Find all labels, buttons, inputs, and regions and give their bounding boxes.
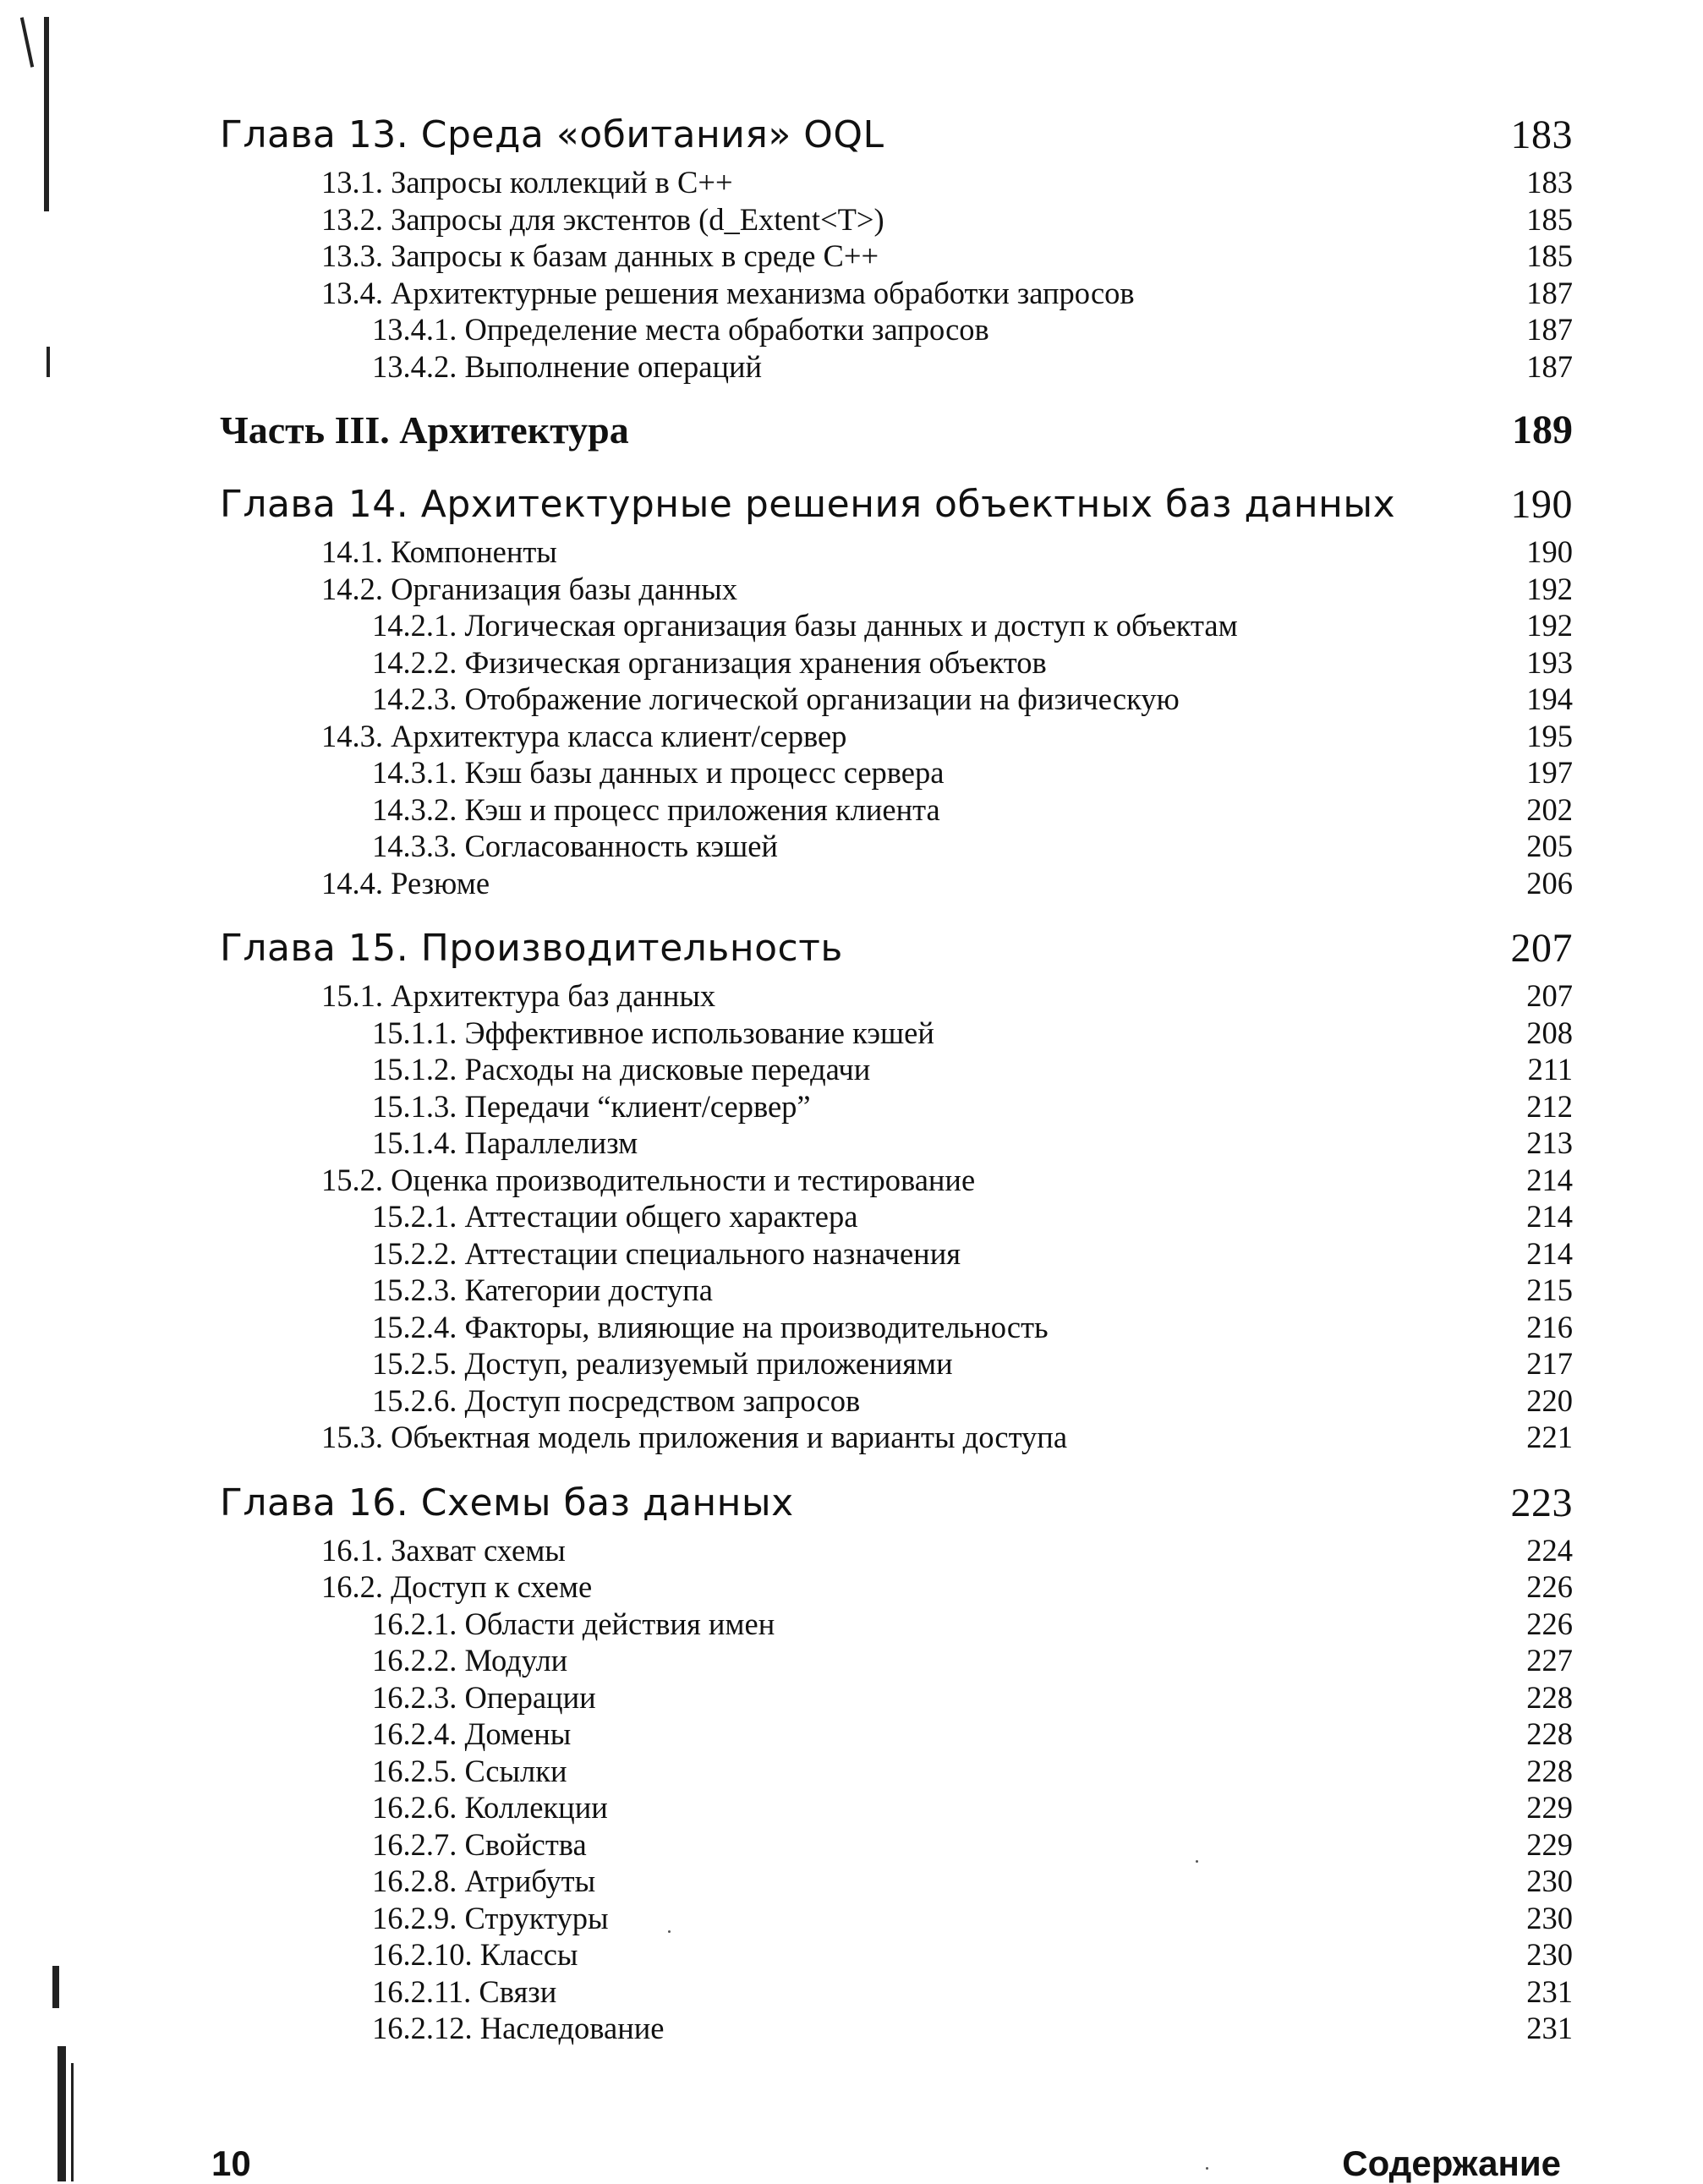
toc-entry-page: 192 xyxy=(1526,608,1573,643)
scan-edge-mark xyxy=(47,347,50,377)
toc-entry-page: 208 xyxy=(1526,1015,1573,1050)
toc-entry-page: 183 xyxy=(1526,165,1573,200)
toc-entry-page: 231 xyxy=(1526,1973,1573,2009)
toc-entry-l2 xyxy=(220,1088,1573,1125)
toc-entry-l2 xyxy=(220,1272,1573,1309)
toc-entry-title: 16.2.9. Структуры xyxy=(372,1900,609,1935)
toc-entry-title: 14.3. Архитектура класса клиент/сервер xyxy=(321,718,847,753)
toc-entry-title: 16.2.3. Операции xyxy=(372,1679,596,1715)
toc-entry-l2 xyxy=(220,1789,1573,1826)
toc-entry-title: 16.2.10. Классы xyxy=(372,1937,578,1972)
toc-entry-title: 14.2.3. Отображение логической организации на физическую xyxy=(372,681,1180,716)
toc-entry-l2 xyxy=(220,1863,1573,1900)
toc-entry-l2 xyxy=(220,311,1573,348)
toc-entry-title: 16.2. Доступ к схеме xyxy=(321,1569,593,1604)
toc-entry-l2 xyxy=(220,791,1573,829)
toc-entry-page: 229 xyxy=(1526,1826,1573,1862)
toc-entry-title: 15.1.2. Расходы на дисковые передачи xyxy=(372,1052,871,1087)
toc-entry-page: 213 xyxy=(1526,1125,1573,1160)
page-number: 10 xyxy=(211,2143,251,2183)
toc-entry-title: 15.2.1. Аттестации общего характера xyxy=(372,1199,858,1234)
toc-entry-page: 220 xyxy=(1526,1382,1573,1418)
toc-entry-l2 xyxy=(220,1235,1573,1273)
toc-entry-title: Глава 15. Производительность xyxy=(220,927,843,970)
toc-entry-title: 14.1. Компоненты xyxy=(321,534,557,569)
toc-entry-title: Глава 13. Среда «обитания» OQL xyxy=(220,113,884,156)
toc-entry-title: 15.2.5. Доступ, реализуемый приложениями xyxy=(372,1346,953,1381)
toc-entry-chapter xyxy=(220,923,1573,974)
toc-entry-page: 190 xyxy=(1526,534,1573,569)
toc-entry-title: 14.2. Организация базы данных xyxy=(321,571,738,606)
toc-entry-page: 183 xyxy=(1510,112,1573,157)
toc-entry-l1 xyxy=(220,201,1573,238)
toc-entry-l2 xyxy=(220,1125,1573,1162)
toc-entry-page: 214 xyxy=(1526,1199,1573,1234)
scan-dust xyxy=(1206,2167,1208,2170)
toc-entry-title: 15.2.3. Категории доступа xyxy=(372,1273,713,1307)
toc-entry-title: Глава 14. Архитектурные решения объектных баз данных xyxy=(220,483,1396,526)
toc-entry-title: 16.2.7. Свойства xyxy=(372,1826,587,1862)
toc-entry-title: 13.1. Запросы коллекций в С++ xyxy=(321,165,733,200)
toc-entry-l2 xyxy=(220,607,1573,644)
toc-entry-title: 15.2.4. Факторы, влияющие на производительность xyxy=(372,1309,1049,1344)
toc-entry-title: 14.3.2. Кэш и процесс приложения клиента xyxy=(372,791,940,827)
toc-entry-title: 14.4. Резюме xyxy=(321,865,490,900)
toc-entry-page: 212 xyxy=(1526,1088,1573,1124)
toc-entry-page: 195 xyxy=(1526,718,1573,753)
table-of-contents xyxy=(220,110,1573,2047)
toc-entry-chapter xyxy=(220,1478,1573,1529)
toc-entry-page: 197 xyxy=(1526,755,1573,790)
running-title: Содержание xyxy=(1342,2143,1561,2183)
toc-entry-page: 224 xyxy=(1526,1532,1573,1568)
scan-edge-mark xyxy=(44,17,49,211)
toc-entry-page: 193 xyxy=(1526,644,1573,680)
toc-entry-page: 231 xyxy=(1526,2011,1573,2045)
toc-entry-page: 187 xyxy=(1526,312,1573,347)
toc-entry-l2 xyxy=(220,1716,1573,1753)
toc-entry-page: 185 xyxy=(1526,238,1573,273)
toc-entry-l2 xyxy=(220,1382,1573,1420)
toc-entry-page: 226 xyxy=(1526,1569,1573,1604)
toc-entry-title: 14.3.3. Согласованность кэшей xyxy=(372,829,778,863)
toc-entry-page: 207 xyxy=(1510,926,1573,971)
toc-entry-title: 16.2.12. Наследование xyxy=(372,2011,665,2045)
toc-entry-l2 xyxy=(220,2010,1573,2047)
toc-entry-l1 xyxy=(220,571,1573,608)
toc-entry-page: 190 xyxy=(1510,482,1573,527)
toc-entry-page: 206 xyxy=(1526,865,1573,900)
toc-entry-page: 228 xyxy=(1526,1753,1573,1788)
toc-entry-title: 13.4.2. Выполнение операций xyxy=(372,348,763,384)
toc-entry-page: 215 xyxy=(1526,1273,1573,1307)
toc-entry-page: 207 xyxy=(1526,978,1573,1013)
toc-entry-l2 xyxy=(220,1345,1573,1382)
toc-entry-l2 xyxy=(220,1900,1573,1937)
toc-entry-l2 xyxy=(220,1936,1573,1973)
toc-entry-title: Часть III. Архитектура xyxy=(220,408,629,452)
toc-entry-page: 226 xyxy=(1526,1606,1573,1641)
toc-entry-title: 16.2.11. Связи xyxy=(372,1973,557,2009)
toc-entry-l2 xyxy=(220,1606,1573,1643)
toc-entry-title: 15.1. Архитектура баз данных xyxy=(321,978,716,1013)
toc-entry-part xyxy=(220,403,1573,457)
toc-entry-page: 187 xyxy=(1526,348,1573,384)
toc-entry-title: 13.4. Архитектурные решения механизма обработки запросов xyxy=(321,275,1135,310)
toc-entry-title: 16.1. Захват схемы xyxy=(321,1532,566,1568)
toc-entry-page: 230 xyxy=(1526,1937,1573,1972)
toc-entry-title: 14.2.1. Логическая организация базы данных и доступ к объектам xyxy=(372,608,1238,643)
toc-entry-l2 xyxy=(220,681,1573,718)
toc-entry-title: 15.2.2. Аттестации специального назначения xyxy=(372,1235,961,1271)
toc-entry-page: 214 xyxy=(1526,1235,1573,1271)
toc-entry-title: 15.1.3. Передачи “клиент/сервер” xyxy=(372,1088,811,1124)
toc-entry-title: 15.2. Оценка производительности и тестирование xyxy=(321,1162,976,1197)
scan-edge-mark xyxy=(52,1966,59,2008)
toc-entry-title: 13.3. Запросы к базам данных в среде С++ xyxy=(321,238,879,273)
toc-entry-l2 xyxy=(220,348,1573,386)
toc-entry-page: 187 xyxy=(1526,275,1573,310)
toc-entry-title: 16.2.6. Коллекции xyxy=(372,1790,608,1825)
toc-entry-title: 15.3. Объектная модель приложения и варианты доступа xyxy=(321,1420,1068,1454)
toc-entry-page: 228 xyxy=(1526,1679,1573,1715)
scan-edge-mark xyxy=(20,17,34,68)
toc-entry-title: 16.2.5. Ссылки xyxy=(372,1753,567,1788)
toc-entry-page: 192 xyxy=(1526,571,1573,606)
toc-entry-l2 xyxy=(220,1973,1573,2011)
toc-entry-l1 xyxy=(220,534,1573,571)
toc-entry-page: 216 xyxy=(1526,1309,1573,1344)
toc-entry-title: 14.3.1. Кэш базы данных и процесс сервера xyxy=(372,755,945,790)
scan-edge-mark xyxy=(57,2046,66,2181)
toc-entry-page: 205 xyxy=(1526,829,1573,863)
toc-entry-l1 xyxy=(220,1568,1573,1606)
toc-entry-page: 229 xyxy=(1526,1790,1573,1825)
toc-entry-l1 xyxy=(220,164,1573,201)
toc-entry-title: 13.4.1. Определение места обработки запросов xyxy=(372,312,989,347)
toc-entry-title: 16.2.1. Области действия имен xyxy=(372,1606,775,1641)
toc-entry-title: 16.2.2. Модули xyxy=(372,1643,568,1678)
toc-entry-page: 223 xyxy=(1510,1480,1573,1525)
toc-entry-title: 15.1.4. Параллелизм xyxy=(372,1125,638,1160)
toc-entry-l1 xyxy=(220,238,1573,275)
toc-entry-page: 189 xyxy=(1512,408,1573,452)
toc-entry-page: 211 xyxy=(1527,1052,1573,1087)
toc-entry-title: 16.2.8. Атрибуты xyxy=(372,1864,596,1898)
toc-entry-l2 xyxy=(220,1051,1573,1088)
toc-entry-l2 xyxy=(220,1826,1573,1864)
toc-entry-page: 214 xyxy=(1526,1162,1573,1197)
toc-entry-l1 xyxy=(220,1532,1573,1569)
toc-entry-l1 xyxy=(220,977,1573,1015)
toc-entry-l1 xyxy=(220,718,1573,755)
toc-entry-page: 230 xyxy=(1526,1864,1573,1898)
toc-entry-l2 xyxy=(220,1642,1573,1679)
toc-entry-title: 16.2.4. Домены xyxy=(372,1716,572,1751)
toc-entry-l2 xyxy=(220,1015,1573,1052)
toc-entry-page: 228 xyxy=(1526,1716,1573,1751)
toc-entry-chapter xyxy=(220,479,1573,530)
toc-entry-title: 13.2. Запросы для экстентов (d_Extent<T>) xyxy=(321,201,884,237)
toc-entry-l1 xyxy=(220,865,1573,902)
toc-entry-l2 xyxy=(220,754,1573,791)
toc-entry-page: 217 xyxy=(1526,1346,1573,1381)
toc-entry-page: 194 xyxy=(1526,681,1573,716)
toc-entry-l2 xyxy=(220,1753,1573,1790)
scan-edge-mark xyxy=(71,2063,74,2181)
toc-entry-page: 221 xyxy=(1526,1420,1573,1454)
toc-entry-page: 185 xyxy=(1526,201,1573,237)
toc-entry-l1 xyxy=(220,275,1573,312)
toc-entry-title: Глава 16. Схемы баз данных xyxy=(220,1481,794,1524)
toc-entry-l1 xyxy=(220,1419,1573,1456)
toc-entry-page: 227 xyxy=(1526,1643,1573,1678)
toc-entry-title: 15.2.6. Доступ посредством запросов xyxy=(372,1382,861,1418)
toc-entry-chapter xyxy=(220,110,1573,161)
toc-entry-l1 xyxy=(220,1162,1573,1199)
toc-entry-page: 202 xyxy=(1526,791,1573,827)
toc-entry-l2 xyxy=(220,1679,1573,1716)
toc-entry-title: 14.2.2. Физическая организация хранения объектов xyxy=(372,644,1047,680)
toc-entry-l2 xyxy=(220,644,1573,681)
toc-entry-page: 230 xyxy=(1526,1900,1573,1935)
toc-entry-l2 xyxy=(220,828,1573,865)
toc-entry-l2 xyxy=(220,1198,1573,1235)
toc-entry-title: 15.1.1. Эффективное использование кэшей xyxy=(372,1015,934,1050)
toc-entry-l2 xyxy=(220,1309,1573,1346)
